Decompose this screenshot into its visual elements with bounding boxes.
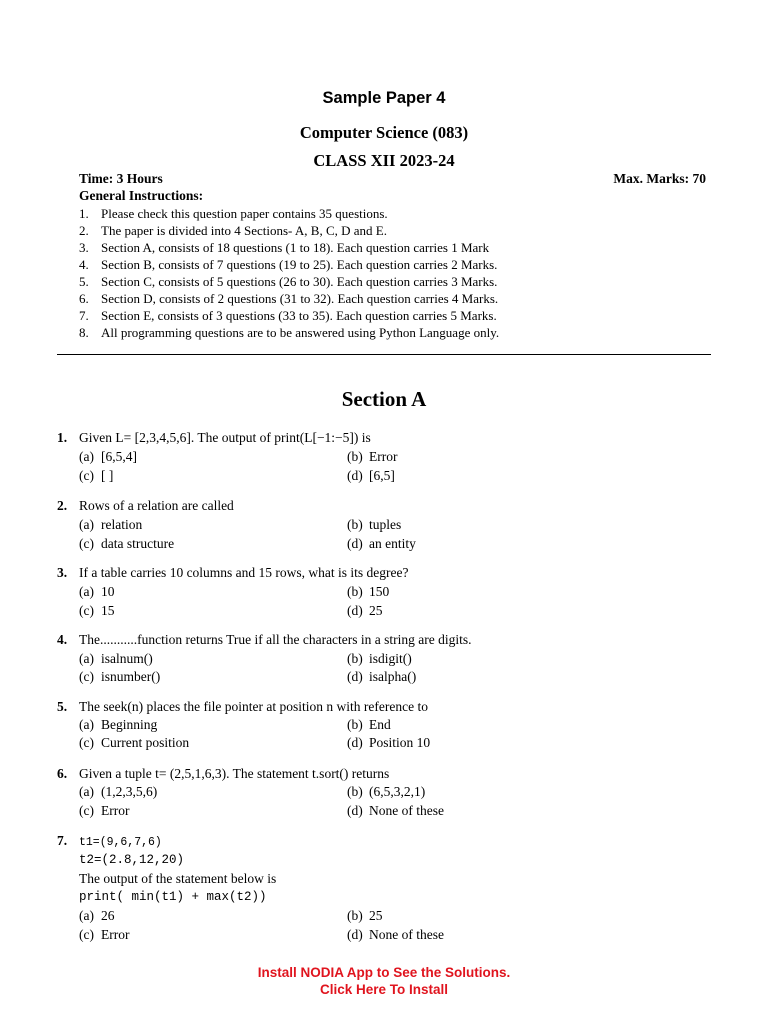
question-text: The output of the statement below is	[79, 871, 277, 886]
class-title: CLASS XII 2023-24	[313, 151, 455, 170]
instruction-item: 3. Section A, consists of 18 questions (1 to 18). Each question carries 1 Mark	[79, 240, 490, 255]
option-a: (a) isalnum()	[79, 651, 153, 666]
instruction-item: 4. Section B, consists of 7 questions (19 to 25). Each question carries 2 Marks.	[79, 257, 498, 272]
time-label: Time: 3 Hours	[79, 171, 163, 186]
option-d: (d) an entity	[347, 536, 416, 551]
question-number: 6.	[57, 766, 68, 781]
instruction-item: 6. Section D, consists of 2 questions (31 to 32). Each question carries 4 Marks.	[79, 291, 499, 306]
max-marks-label: Max. Marks: 70	[613, 171, 706, 186]
section-heading: Section A	[341, 387, 427, 411]
instruction-item: 8. All programming questions are to be answered using Python Language only.	[79, 325, 500, 340]
option-d: (d) None of these	[347, 927, 444, 942]
question-text: The...........function returns True if all the characters in a string are digits.	[79, 632, 472, 647]
option-a: (a) 10	[79, 584, 115, 599]
option-b: (b) 25	[347, 908, 383, 923]
divider	[57, 354, 711, 355]
code-line: t2=(2.8,12,20)	[79, 853, 185, 867]
question-text: If a table carries 10 columns and 15 rows, what is its degree?	[79, 565, 409, 580]
option-c: (c) 15	[79, 603, 115, 618]
paper-title: Sample Paper 4	[322, 89, 446, 107]
instruction-item: 1. Please check this question paper contains 35 questions.	[79, 206, 388, 221]
question-text: Given L= [2,3,4,5,6]. The output of print(L[−1:−5]) is	[79, 430, 371, 445]
option-a: (a) 26	[79, 908, 115, 923]
option-b: (b) isdigit()	[347, 651, 412, 666]
instruction-item: 5. Section C, consists of 5 questions (26 to 30). Each question carries 3 Marks.	[79, 274, 498, 289]
option-d: (d) isalpha()	[347, 669, 417, 684]
option-b: (b) (6,5,3,2,1)	[347, 784, 426, 799]
instruction-item: 2. The paper is divided into 4 Sections- A, B, C, D and E.	[79, 223, 387, 238]
option-b: (b) End	[347, 717, 391, 732]
install-app-link[interactable]: Install NODIA App to See the Solutions.	[257, 965, 511, 980]
question-text: Given a tuple t= (2,5,1,6,3). The statement t.sort() returns	[79, 766, 390, 781]
question-number: 5.	[57, 699, 68, 714]
option-c: (c) Error	[79, 803, 130, 818]
option-c: (c) Current position	[79, 735, 190, 750]
option-a: (a) (1,2,3,5,6)	[79, 784, 158, 799]
click-to-install-link[interactable]: Click Here To Install	[319, 982, 449, 997]
option-c: (c) [ ]	[79, 468, 114, 483]
question-number: 3.	[57, 565, 68, 580]
general-instructions-heading: General Instructions:	[79, 188, 204, 203]
option-c: (c) Error	[79, 927, 130, 942]
question-text: The seek(n) places the file pointer at position n with reference to	[79, 699, 428, 714]
option-d: (d) None of these	[347, 803, 444, 818]
option-a: (a) [6,5,4]	[79, 449, 137, 464]
option-d: (d) Position 10	[347, 735, 431, 750]
question-number: 2.	[57, 498, 68, 513]
question-text: Rows of a relation are called	[79, 498, 234, 513]
option-c: (c) data structure	[79, 536, 175, 551]
code-line: t1=(9,6,7,6)	[79, 836, 162, 849]
code-line: print( min(t1) + max(t2))	[79, 890, 267, 904]
question-number: 1.	[57, 430, 68, 445]
option-b: (b) Error	[347, 449, 398, 464]
option-d: (d) [6,5]	[347, 468, 395, 483]
option-a: (a) relation	[79, 517, 143, 532]
option-b: (b) tuples	[347, 517, 402, 532]
instruction-item: 7. Section E, consists of 3 questions (33 to 35). Each question carries 5 Marks.	[79, 308, 497, 323]
option-b: (b) 150	[347, 584, 390, 599]
question-number: 4.	[57, 632, 68, 647]
question-number: 7.	[57, 833, 68, 848]
subject-title: Computer Science (083)	[299, 123, 469, 142]
option-a: (a) Beginning	[79, 717, 158, 732]
option-c: (c) isnumber()	[79, 669, 161, 684]
option-d: (d) 25	[347, 603, 383, 618]
